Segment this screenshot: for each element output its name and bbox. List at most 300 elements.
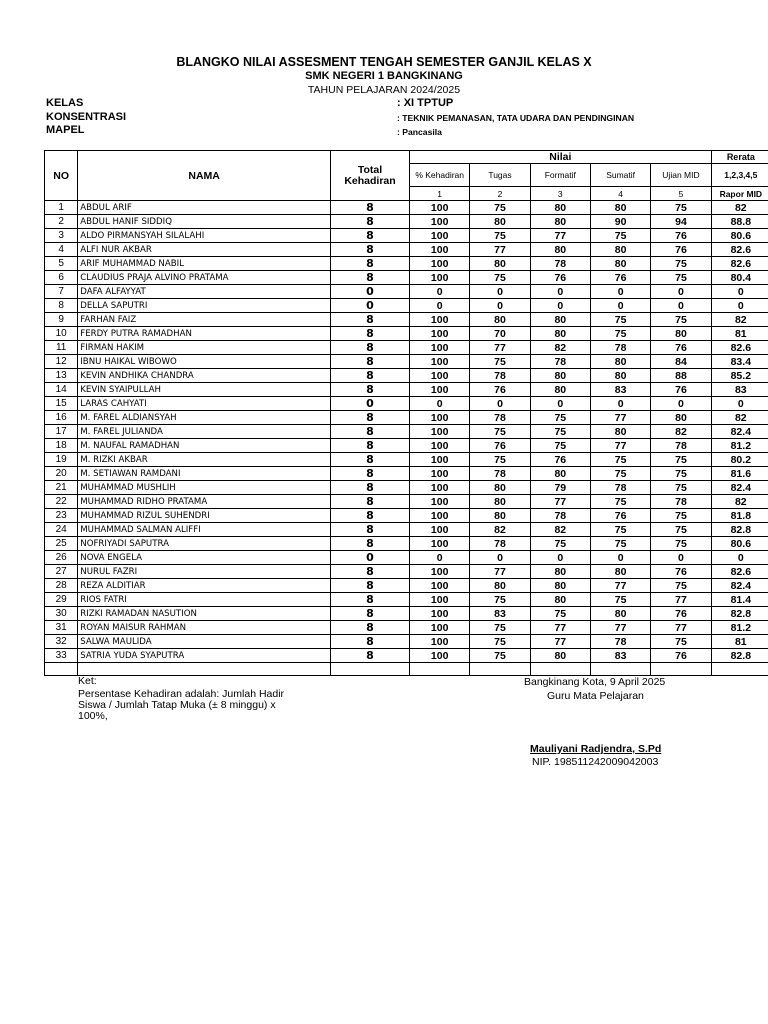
- score-formatif: 80: [530, 649, 590, 663]
- total-kehadiran: 8: [330, 453, 409, 467]
- student-name: RIZKI RAMADAN NASUTION: [78, 607, 331, 621]
- score-kehadiran: 100: [410, 243, 470, 257]
- notes-line2: Siswa / Jumlah Tatap Muka (± 8 minggu) x: [78, 699, 276, 711]
- score-tugas: 0: [470, 285, 530, 299]
- total-kehadiran: 8: [330, 229, 409, 243]
- score-sumatif: 80: [590, 355, 650, 369]
- score-sumatif: 80: [590, 257, 650, 271]
- row-number: 5: [45, 257, 78, 271]
- student-name: DELLA SAPUTRI: [78, 299, 331, 313]
- header-nilai: Nilai: [410, 151, 712, 164]
- score-formatif: 0: [530, 551, 590, 565]
- row-number: 9: [45, 313, 78, 327]
- table-row: [45, 495, 768, 509]
- student-name: NURUL FAZRI: [78, 565, 331, 579]
- score-kehadiran: 100: [410, 411, 470, 425]
- school-name: SMK NEGERI 1 BANGKINANG: [305, 70, 463, 82]
- score-rapor: 83: [711, 383, 768, 397]
- score-tugas: 78: [470, 369, 530, 383]
- table-row: [45, 425, 768, 439]
- score-kehadiran: 0: [410, 285, 470, 299]
- score-kehadiran: 100: [410, 327, 470, 341]
- score-sumatif: 0: [590, 285, 650, 299]
- table-row: [45, 397, 768, 411]
- score-tugas: 83: [470, 607, 530, 621]
- score-rapor: 80.6: [711, 537, 768, 551]
- score-tugas: 80: [470, 481, 530, 495]
- score-rapor: 82: [711, 495, 768, 509]
- student-name: M. FAREL JULIANDA: [78, 425, 331, 439]
- total-kehadiran: 8: [330, 313, 409, 327]
- row-number: 21: [45, 481, 78, 495]
- score-ujian: 78: [651, 495, 711, 509]
- score-sumatif: 76: [590, 509, 650, 523]
- score-formatif: 80: [530, 313, 590, 327]
- total-kehadiran: 8: [330, 369, 409, 383]
- score-ujian: 75: [651, 271, 711, 285]
- table-row: [45, 607, 768, 621]
- score-tugas: 75: [470, 229, 530, 243]
- empty-cell: [530, 663, 590, 676]
- score-kehadiran: 100: [410, 425, 470, 439]
- total-kehadiran: 0: [330, 299, 409, 313]
- table-row: [45, 327, 768, 341]
- score-kehadiran: 100: [410, 565, 470, 579]
- score-tugas: 75: [470, 355, 530, 369]
- score-tugas: 80: [470, 257, 530, 271]
- student-name: ROYAN MAISUR RAHMAN: [78, 621, 331, 635]
- score-kehadiran: 0: [410, 397, 470, 411]
- score-tugas: 80: [470, 215, 530, 229]
- score-ujian: 76: [651, 565, 711, 579]
- score-rapor: 81.2: [711, 439, 768, 453]
- score-rapor: 81.4: [711, 593, 768, 607]
- student-name: ABDUL ARIF: [78, 201, 331, 215]
- score-tugas: 78: [470, 411, 530, 425]
- score-tugas: 75: [470, 593, 530, 607]
- row-number: 23: [45, 509, 78, 523]
- score-formatif: 78: [530, 257, 590, 271]
- score-tugas: 76: [470, 383, 530, 397]
- score-formatif: 80: [530, 369, 590, 383]
- student-name: CLAUDIUS PRAJA ALVINO PRATAMA: [78, 271, 331, 285]
- total-kehadiran: 8: [330, 215, 409, 229]
- column-number: 1: [410, 187, 470, 201]
- score-sumatif: 0: [590, 551, 650, 565]
- student-name: MUHAMMAD RIDHO PRATAMA: [78, 495, 331, 509]
- score-formatif: 80: [530, 383, 590, 397]
- score-rapor: 80.6: [711, 229, 768, 243]
- score-rapor: 82.4: [711, 579, 768, 593]
- row-number: 2: [45, 215, 78, 229]
- score-rapor: 81: [711, 327, 768, 341]
- table-row: [45, 313, 768, 327]
- row-number: 17: [45, 425, 78, 439]
- score-formatif: 76: [530, 271, 590, 285]
- score-ujian: 75: [651, 579, 711, 593]
- student-name: SATRIA YUDA SYAPUTRA: [78, 649, 331, 663]
- column-number: 5: [651, 187, 711, 201]
- score-ujian: 80: [651, 327, 711, 341]
- score-ujian: 0: [651, 285, 711, 299]
- table-row: [45, 299, 768, 313]
- score-formatif: 82: [530, 341, 590, 355]
- score-sumatif: 0: [590, 299, 650, 313]
- row-number: 19: [45, 453, 78, 467]
- kelas-label: KELAS: [46, 97, 84, 109]
- kelas-value: : XI TPTUP: [397, 97, 454, 109]
- row-number: 25: [45, 537, 78, 551]
- score-formatif: 0: [530, 285, 590, 299]
- score-ujian: 76: [651, 649, 711, 663]
- total-kehadiran: 0: [330, 285, 409, 299]
- score-tugas: 77: [470, 341, 530, 355]
- score-tugas: 75: [470, 425, 530, 439]
- score-rapor: 85.2: [711, 369, 768, 383]
- row-number: 13: [45, 369, 78, 383]
- total-kehadiran: 8: [330, 341, 409, 355]
- score-rapor: 82.4: [711, 481, 768, 495]
- total-header-line1: Total: [357, 163, 383, 176]
- row-number: 11: [45, 341, 78, 355]
- table-row: [45, 509, 768, 523]
- table-row: [45, 439, 768, 453]
- score-tugas: 75: [470, 201, 530, 215]
- total-kehadiran: 8: [330, 509, 409, 523]
- notes-line3: 100%,: [78, 710, 108, 722]
- score-ujian: 80: [651, 411, 711, 425]
- header-ujian-mid: Ujian MID: [651, 164, 711, 187]
- score-sumatif: 75: [590, 453, 650, 467]
- score-kehadiran: 100: [410, 257, 470, 271]
- score-ujian: 76: [651, 341, 711, 355]
- score-ujian: 0: [651, 551, 711, 565]
- score-rapor: 82: [711, 201, 768, 215]
- score-sumatif: 75: [590, 495, 650, 509]
- total-kehadiran: 8: [330, 607, 409, 621]
- signature-place-date: Bangkinang Kota, 9 April 2025: [524, 676, 666, 688]
- total-kehadiran: 0: [330, 397, 409, 411]
- score-sumatif: 75: [590, 523, 650, 537]
- row-number: 6: [45, 271, 78, 285]
- row-number: 3: [45, 229, 78, 243]
- total-kehadiran: 8: [330, 593, 409, 607]
- score-ujian: 75: [651, 201, 711, 215]
- total-kehadiran: 8: [330, 271, 409, 285]
- signature-name: Mauliyani Radjendra, S.Pd: [530, 743, 662, 755]
- student-name: M. RIZKI AKBAR: [78, 453, 331, 467]
- header-kehadiran-pct: % Kehadiran: [410, 164, 470, 187]
- score-rapor: 0: [711, 285, 768, 299]
- score-rapor: 82.6: [711, 243, 768, 257]
- total-kehadiran: 8: [330, 649, 409, 663]
- empty-cell: [330, 663, 409, 676]
- table-row: [45, 537, 768, 551]
- score-ujian: 77: [651, 621, 711, 635]
- score-rapor: 82.4: [711, 425, 768, 439]
- score-sumatif: 0: [590, 397, 650, 411]
- row-number: 15: [45, 397, 78, 411]
- score-formatif: 80: [530, 579, 590, 593]
- total-kehadiran: 8: [330, 579, 409, 593]
- row-number: 26: [45, 551, 78, 565]
- student-name: M. SETIAWAN RAMDANI: [78, 467, 331, 481]
- total-kehadiran: 8: [330, 201, 409, 215]
- student-name: M. FAREL ALDIANSYAH: [78, 411, 331, 425]
- score-sumatif: 80: [590, 201, 650, 215]
- score-tugas: 82: [470, 523, 530, 537]
- row-number: 31: [45, 621, 78, 635]
- score-formatif: 77: [530, 621, 590, 635]
- score-kehadiran: 0: [410, 299, 470, 313]
- student-name: MUHAMMAD RIZUL SUHENDRI: [78, 509, 331, 523]
- empty-cell: [470, 663, 530, 676]
- score-kehadiran: 100: [410, 523, 470, 537]
- score-rapor: 82.8: [711, 649, 768, 663]
- score-tugas: 80: [470, 509, 530, 523]
- student-name: NOFRIYADI SAPUTRA: [78, 537, 331, 551]
- score-formatif: 76: [530, 453, 590, 467]
- mapel-value: : Pancasila: [397, 127, 442, 137]
- score-ujian: 75: [651, 537, 711, 551]
- score-tugas: 75: [470, 621, 530, 635]
- score-ujian: 78: [651, 439, 711, 453]
- score-kehadiran: 100: [410, 537, 470, 551]
- total-kehadiran: 8: [330, 495, 409, 509]
- total-kehadiran: 8: [330, 411, 409, 425]
- score-formatif: 80: [530, 593, 590, 607]
- student-name: DAFA ALFAYYAT: [78, 285, 331, 299]
- score-formatif: 80: [530, 467, 590, 481]
- score-kehadiran: 100: [410, 341, 470, 355]
- empty-cell: [78, 663, 331, 676]
- score-sumatif: 90: [590, 215, 650, 229]
- document-title: BLANGKO NILAI ASSESMENT TENGAH SEMESTER GANJIL KELAS X: [176, 55, 592, 69]
- score-formatif: 75: [530, 439, 590, 453]
- total-kehadiran: 8: [330, 327, 409, 341]
- score-ujian: 0: [651, 299, 711, 313]
- score-formatif: 75: [530, 411, 590, 425]
- row-number: 16: [45, 411, 78, 425]
- score-sumatif: 75: [590, 537, 650, 551]
- score-tugas: 80: [470, 313, 530, 327]
- score-tugas: 75: [470, 635, 530, 649]
- total-kehadiran: 8: [330, 523, 409, 537]
- table-row: [45, 481, 768, 495]
- row-number: 14: [45, 383, 78, 397]
- column-number: 4: [590, 187, 650, 201]
- score-formatif: 0: [530, 299, 590, 313]
- score-rapor: 80.4: [711, 271, 768, 285]
- header-rerata-sub: 1,2,3,4,5: [711, 164, 768, 187]
- score-kehadiran: 100: [410, 467, 470, 481]
- total-kehadiran: 8: [330, 565, 409, 579]
- score-tugas: 76: [470, 439, 530, 453]
- empty-cell: [711, 663, 768, 676]
- score-formatif: 80: [530, 215, 590, 229]
- student-name: SALWA MAULIDA: [78, 635, 331, 649]
- score-formatif: 78: [530, 355, 590, 369]
- signature-role: Guru Mata Pelajaran: [547, 690, 644, 702]
- score-formatif: 77: [530, 635, 590, 649]
- score-ujian: 76: [651, 383, 711, 397]
- score-sumatif: 75: [590, 229, 650, 243]
- header-nama: NAMA: [78, 151, 331, 201]
- score-rapor: 81.8: [711, 509, 768, 523]
- student-name: KEVIN ANDHIKA CHANDRA: [78, 369, 331, 383]
- score-kehadiran: 100: [410, 453, 470, 467]
- row-number: 28: [45, 579, 78, 593]
- score-rapor: 0: [711, 397, 768, 411]
- score-kehadiran: 0: [410, 551, 470, 565]
- score-ujian: 94: [651, 215, 711, 229]
- row-number: 10: [45, 327, 78, 341]
- table-row: [45, 467, 768, 481]
- score-ujian: 88: [651, 369, 711, 383]
- empty-cell: [590, 663, 650, 676]
- score-sumatif: 75: [590, 327, 650, 341]
- notes-block: [78, 676, 318, 722]
- total-kehadiran: 8: [330, 467, 409, 481]
- score-ujian: 84: [651, 355, 711, 369]
- empty-row: [45, 663, 768, 676]
- total-kehadiran: 0: [330, 551, 409, 565]
- score-kehadiran: 100: [410, 593, 470, 607]
- score-sumatif: 80: [590, 243, 650, 257]
- row-number: 33: [45, 649, 78, 663]
- total-kehadiran: 8: [330, 621, 409, 635]
- score-kehadiran: 100: [410, 649, 470, 663]
- score-kehadiran: 100: [410, 635, 470, 649]
- empty-cell: [651, 663, 711, 676]
- score-sumatif: 75: [590, 593, 650, 607]
- score-formatif: 0: [530, 397, 590, 411]
- row-number: 12: [45, 355, 78, 369]
- score-sumatif: 77: [590, 411, 650, 425]
- score-sumatif: 78: [590, 341, 650, 355]
- student-name: ALDO PIRMANSYAH SILALAHI: [78, 229, 331, 243]
- table-row: [45, 593, 768, 607]
- total-kehadiran: 8: [330, 257, 409, 271]
- total-kehadiran: 8: [330, 537, 409, 551]
- score-formatif: 80: [530, 565, 590, 579]
- score-tugas: 78: [470, 537, 530, 551]
- score-sumatif: 76: [590, 271, 650, 285]
- total-kehadiran: 8: [330, 355, 409, 369]
- score-sumatif: 80: [590, 607, 650, 621]
- score-formatif: 80: [530, 243, 590, 257]
- score-kehadiran: 100: [410, 607, 470, 621]
- student-name: ARIF MUHAMMAD NABIL: [78, 257, 331, 271]
- grades-table: [44, 150, 768, 676]
- score-formatif: 78: [530, 509, 590, 523]
- score-rapor: 82.8: [711, 523, 768, 537]
- score-ujian: 76: [651, 243, 711, 257]
- score-sumatif: 78: [590, 481, 650, 495]
- score-sumatif: 80: [590, 369, 650, 383]
- score-ujian: 77: [651, 593, 711, 607]
- header-no: NO: [45, 151, 78, 201]
- score-formatif: 82: [530, 523, 590, 537]
- score-sumatif: 80: [590, 425, 650, 439]
- score-ujian: 75: [651, 635, 711, 649]
- score-tugas: 77: [470, 565, 530, 579]
- student-name: MUHAMMAD MUSHLIH: [78, 481, 331, 495]
- empty-cell: [45, 663, 78, 676]
- score-kehadiran: 100: [410, 509, 470, 523]
- score-sumatif: 83: [590, 649, 650, 663]
- score-ujian: 76: [651, 229, 711, 243]
- table-row: [45, 635, 768, 649]
- table-row: [45, 215, 768, 229]
- score-rapor: 80.2: [711, 453, 768, 467]
- header-formatif: Formatif: [530, 164, 590, 187]
- header-total-kehadiran: [330, 151, 409, 201]
- total-kehadiran: 8: [330, 243, 409, 257]
- score-tugas: 0: [470, 551, 530, 565]
- total-header-line2: Kehadiran: [344, 174, 396, 187]
- row-number: 27: [45, 565, 78, 579]
- table-row: [45, 565, 768, 579]
- score-tugas: 0: [470, 299, 530, 313]
- score-formatif: 80: [530, 201, 590, 215]
- row-number: 1: [45, 201, 78, 215]
- student-name: MUHAMMAD SALMAN ALIFFI: [78, 523, 331, 537]
- row-number: 18: [45, 439, 78, 453]
- score-ujian: 75: [651, 481, 711, 495]
- header-rerata: Rerata: [711, 151, 768, 164]
- score-kehadiran: 100: [410, 201, 470, 215]
- student-name: FERDY PUTRA RAMADHAN: [78, 327, 331, 341]
- student-name: FARHAN FAIZ: [78, 313, 331, 327]
- header-rapor-mid: Rapor MID: [711, 187, 768, 201]
- score-rapor: 82: [711, 313, 768, 327]
- table-row: [45, 649, 768, 663]
- student-name: NOVA ENGELA: [78, 551, 331, 565]
- konsentrasi-label: KONSENTRASI: [46, 111, 127, 123]
- table-row: [45, 551, 768, 565]
- score-kehadiran: 100: [410, 313, 470, 327]
- score-ujian: 75: [651, 313, 711, 327]
- score-kehadiran: 100: [410, 481, 470, 495]
- notes-ket: Ket:: [78, 675, 97, 687]
- academic-year: TAHUN PELAJARAN 2024/2025: [307, 84, 461, 96]
- table-row: [45, 201, 768, 215]
- score-kehadiran: 100: [410, 271, 470, 285]
- table-row: [45, 523, 768, 537]
- score-formatif: 75: [530, 607, 590, 621]
- score-rapor: 82: [711, 411, 768, 425]
- table-row: [45, 383, 768, 397]
- row-number: 24: [45, 523, 78, 537]
- row-number: 4: [45, 243, 78, 257]
- score-tugas: 0: [470, 397, 530, 411]
- score-sumatif: 77: [590, 439, 650, 453]
- score-kehadiran: 100: [410, 579, 470, 593]
- score-rapor: 82.8: [711, 607, 768, 621]
- score-formatif: 75: [530, 425, 590, 439]
- score-kehadiran: 100: [410, 621, 470, 635]
- score-tugas: 78: [470, 467, 530, 481]
- row-number: 20: [45, 467, 78, 481]
- row-number: 7: [45, 285, 78, 299]
- total-kehadiran: 8: [330, 425, 409, 439]
- score-kehadiran: 100: [410, 495, 470, 509]
- score-rapor: 83.4: [711, 355, 768, 369]
- table-row: [45, 257, 768, 271]
- row-number: 30: [45, 607, 78, 621]
- score-sumatif: 75: [590, 467, 650, 481]
